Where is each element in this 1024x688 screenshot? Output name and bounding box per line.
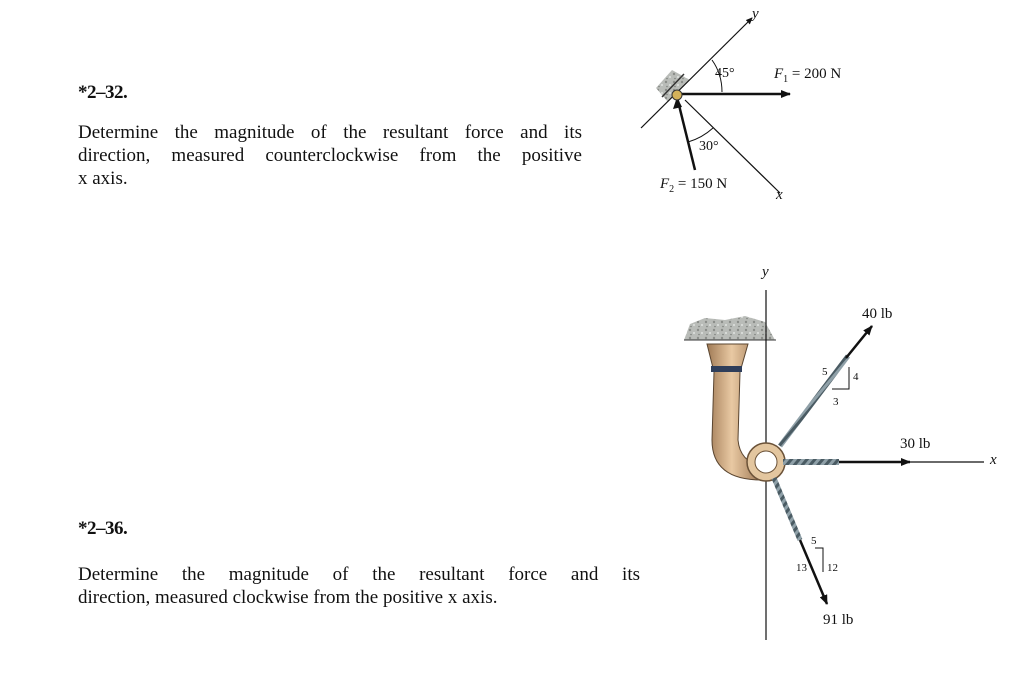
pipe-collar — [711, 366, 742, 372]
statement-line: direction, measured clockwise from the positive x axis. — [78, 587, 498, 608]
triangle-hyp-13: 13 — [796, 562, 807, 574]
statement-line: Determine the magnitude of the resultant force and its — [78, 564, 640, 585]
y-axis-label: y — [762, 264, 769, 280]
force-40lb-arrow — [846, 326, 872, 358]
figure-2-36 — [684, 290, 984, 640]
triangle-hyp-5: 5 — [822, 366, 828, 378]
triangle-top-5: 5 — [811, 535, 817, 547]
cable-91lb — [774, 478, 800, 540]
connection-ring — [672, 90, 682, 100]
y-axis-label: y — [752, 6, 759, 22]
force-f2-label: $F_2 = 150$ N — [660, 176, 728, 195]
statement-line: Determine the magnitude of the resultant force and its — [78, 122, 582, 143]
force-f1-label: $F_1 = 200$ N — [774, 66, 842, 85]
figure-2-32 — [641, 18, 790, 193]
force-30lb-label: 30 lb — [900, 436, 931, 452]
angle-45-label: 45° — [715, 66, 735, 81]
problem-number-2-36: *2–36. — [78, 518, 128, 539]
angle-30-label: 30° — [699, 139, 719, 154]
x-axis-label: x — [776, 187, 783, 203]
triangle-side-12: 12 — [827, 562, 838, 574]
slope-triangle-5-12-13 — [815, 548, 823, 572]
force-91lb-label: 91 lb — [823, 612, 854, 628]
statement-line: direction, measured counterclockwise from the positive — [78, 145, 582, 166]
x-axis-label: x — [990, 452, 997, 468]
statement-line: x axis. — [78, 168, 128, 189]
ceiling-support — [684, 316, 775, 340]
problem-number-2-32: *2–32. — [78, 82, 128, 103]
triangle-horiz-3: 3 — [833, 396, 839, 408]
cable-30lb — [783, 459, 839, 465]
triangle-vert-4: 4 — [853, 371, 859, 383]
force-40lb-label: 40 lb — [862, 306, 893, 322]
